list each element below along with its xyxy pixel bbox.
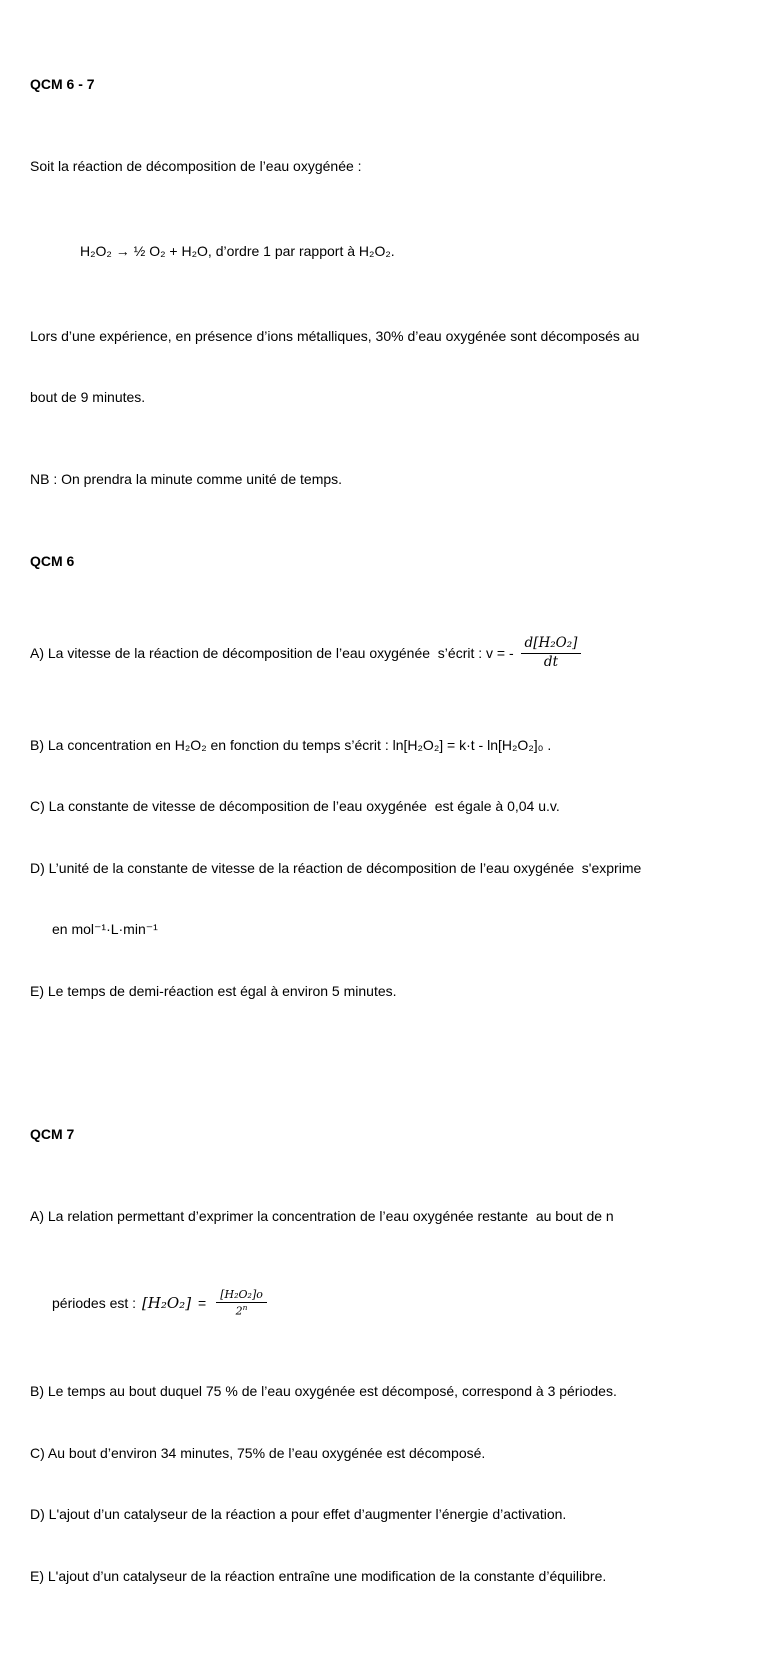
qcm6-item-e: E) Le temps de demi-réaction est égal à environ 5 minutes. [30, 982, 397, 999]
qcm7-item-c: C) Au bout d’environ 34 minutes, 75% de l’eau oxygénée est décomposé. [30, 1444, 486, 1461]
qcm7-item-e: E) L'ajout d’un catalyseur de la réaction entraîne une modification de la constante d’équilibre. [30, 1567, 607, 1584]
qcm7-heading: QCM 7 [30, 1125, 75, 1142]
qcm6-item-d-line1: D) L’unité de la constante de vitesse de la réaction de décomposition de l’eau oxygénée s'exprime [30, 859, 642, 876]
qcm6-item-a [30, 633, 748, 673]
denominator-exponent: n [242, 1303, 248, 1313]
equals-sign: = [198, 1295, 207, 1312]
qcm7-item-a-formula [30, 1288, 748, 1320]
nb-note: NB : On prendra la minute comme unité de temps. [30, 471, 343, 487]
reaction-equation: H₂O₂ → ½ O₂ + H₂O, d’ordre 1 par rapport à H₂O₂. [80, 242, 395, 259]
experiment-statement-line2: bout de 9 minutes. [30, 389, 146, 405]
fraction-denominator: dt [521, 653, 582, 670]
intro-statement: Soit la réaction de décomposition de l’eau oxygénée : [30, 157, 362, 174]
fraction-denominator [216, 1302, 267, 1318]
fraction-numerator: d[H₂O₂] [524, 635, 578, 652]
rate-law-fraction [521, 636, 582, 669]
qcm6-heading: QCM 6 [30, 553, 75, 569]
experiment-statement-line1: Lors d’une expérience, en présence d’ions métalliques, 30% d’eau oxygénée sont décomposés au [30, 327, 640, 344]
qcm6-item-d-line2: en mol⁻¹·L·min⁻¹ [52, 921, 158, 937]
qcm6-item-b: B) La concentration en H₂O₂ en fonction du temps s’écrit : ln[H₂O₂] = k·t - ln[H₂O₂]₀ . [30, 736, 552, 753]
concentration-lhs: [H₂O₂] [141, 1294, 192, 1313]
qcm7-item-a-text: périodes est : [52, 1295, 140, 1312]
fraction-numerator: [H₂O₂]o [220, 1287, 263, 1301]
qcm-6-7-heading: QCM 6 - 7 [30, 75, 95, 92]
denominator-base: 2 [235, 1304, 243, 1318]
period-fraction [216, 1289, 267, 1318]
qcm6-item-c: C) La constante de vitesse de décomposition de l’eau oxygénée est égale à 0,04 u.v. [30, 798, 560, 814]
qcm7-item-d: D) L'ajout d’un catalyseur de la réaction a pour effet d’augmenter l’énergie d’activation. [30, 1506, 567, 1522]
qcm6-item-a-text: A) La vitesse de la réaction de décomposition de l’eau oxygénée s’écrit : v = - [30, 644, 518, 661]
qcm7-item-a-line1: A) La relation permettant d’exprimer la concentration de l’eau oxygénée restante au bout de n [30, 1207, 614, 1224]
qcm7-section [30, 1083, 748, 1628]
qcm7-item-b: B) Le temps au bout duquel 75 % de l’eau oxygénée est décomposé, correspond à 3 périodes. [30, 1383, 617, 1399]
